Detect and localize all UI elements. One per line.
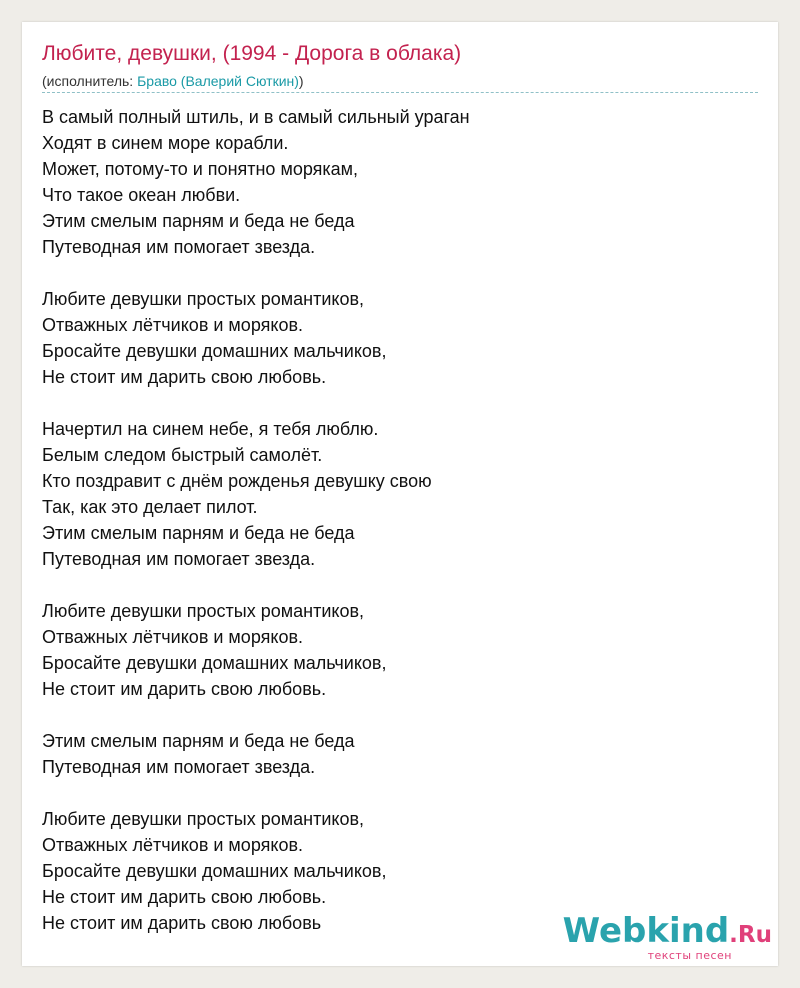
lyrics-card: [22, 22, 778, 966]
logo-tld: .Ru: [729, 922, 772, 948]
site-logo[interactable]: [562, 911, 772, 962]
song-title: Любите, девушки, (1994 - Дорога в облака): [42, 42, 462, 65]
performer-prefix: (исполнитель:: [42, 73, 138, 89]
artist-link[interactable]: Браво (Валерий Сюткин): [137, 73, 299, 89]
logo-tagline: тексты песен: [647, 949, 732, 962]
performer-line: [42, 73, 304, 89]
title-divider: [42, 92, 758, 93]
logo-name: Webkind: [562, 911, 730, 951]
performer-suffix: ): [298, 73, 304, 89]
lyrics-text: В самый полный штиль, и в самый сильный ураган Ходят в синем море корабли. Может, потому-то и понятно морякам, Что такое океан любви. Этим смелым парням и беда не беда Путеводная им помогает звезда. Любите девушки простых романтиков, Отважных лётчиков и моряков. Бросайте девушки домашних мальчиков, Не стоит им дарить свою любовь. Начертил на синем небе, я тебя люблю. Белым следом быстрый самолёт. Кто поздравит с днём рожденья девушку свою Так, как это делает пилот. Этим смелым парням и беда не беда Путеводная им помогает звезда. Любите девушки простых романтиков, Отважных лётчиков и моряков. Бросайте девушки домашних мальчиков, Не стоит им дарить свою любовь. Этим смелым парням и беда не беда Путеводная им помогает звезда. Любите девушки простых романтиков, Отважных лётчиков и моряков. Бросайте девушки домашних мальчиков, Не стоит им дарить свою любовь. Не стоит им дарить свою любовь: [42, 107, 470, 933]
